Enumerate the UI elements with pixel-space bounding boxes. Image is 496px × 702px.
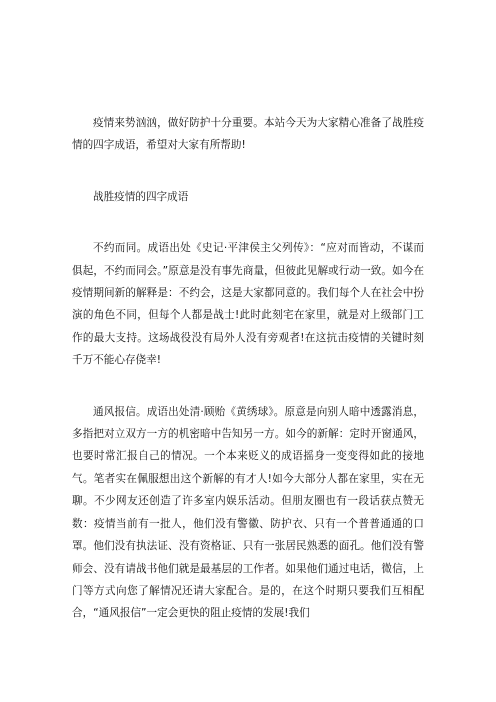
paragraph-tongfengbaoxin: 通风报信。成语出处清·顾贻《黄绣球》。原意是向别人暗中透露消息，多指把对立双方一方的机密暗中告知另一方。如今的新解：定时开窗通风，也要时常汇报自己的情况。一个本来贬义的成语摇身一变变得如此的接地气。笔者实在佩服想出这个新解的有才人!如今大部分人都在家里，实在无聊。不少网友还创造了许多室内娱乐活动。但朋友圈也有一段话获点赞无数：疫情当前有一批人，他们没有警徽、防护衣、只有一个普普通通的口罩。他们没有执法证、没有资格证、只有一张居民熟悉的面孔。他们没有警师会、没有请战书他们就是最基层的工作者。如果他们通过电话，微信，上门等方式向您了解情况还请大家配合。是的，在这个时期只要我们互相配合，“通风报信”一定会更快的阻止疫情的发展!我们 <box>72 405 424 620</box>
section-heading: 战胜疫情的四字成语 <box>93 190 189 203</box>
paragraph-buyueertong: 不约而同。成语出处《史记·平津侯主父列传》：“应对而皆动，不谋而俱起，不约而同会。”原意是没有事先商量，但彼此见解或行动一致。如今在疫情期间新的解释是：不约会，这是大家都同意的。我们每个人在社会中扮演的角色不同，但每个人都是战士!此时此刻宅在家里，就是对上级部门工作的最大支持。这场战役没有局外人没有旁观者!在这抗击疫情的关键时刻千万不能心存侥幸! <box>72 242 424 367</box>
intro-paragraph: 疫情来势汹汹，做好防护十分重要。本站今天为大家精心准备了战胜疫情的四字成语，希望对大家有所帮助! <box>72 117 424 152</box>
document-body <box>72 112 424 625</box>
